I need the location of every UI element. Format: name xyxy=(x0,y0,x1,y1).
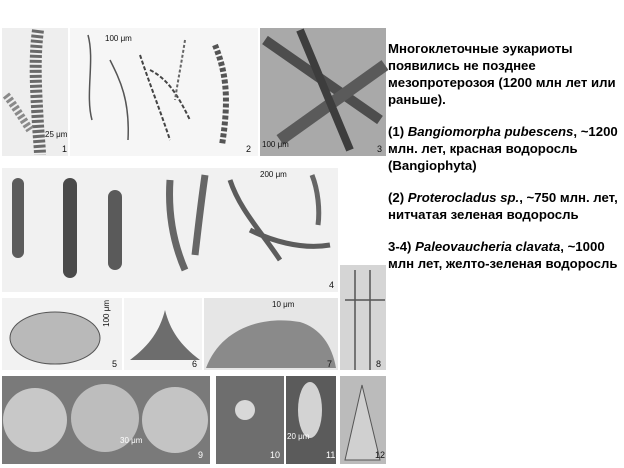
panel-number-4: 4 xyxy=(329,280,335,290)
panel-number-12: 12 xyxy=(375,450,386,460)
panel-number-5: 5 xyxy=(112,359,118,369)
caption-item-1: (1) Bangiomorpha pubescens, ~1200 млн. лет, красная водоросль (Bangiophyta) xyxy=(388,124,618,173)
scale-bar-label-11: 20 μm xyxy=(287,432,310,441)
scale-bar-label-5: 100 μm xyxy=(102,300,111,327)
panel-2 xyxy=(70,28,258,156)
panel-number-10: 10 xyxy=(270,450,281,460)
scale-bar-label-4: 200 μm xyxy=(260,170,287,179)
panel-number-9: 9 xyxy=(198,450,204,460)
caption-intro: Многоклеточные эукариоты появились не позднее мезопротерозоя (1200 млн лет или раньше). xyxy=(388,41,616,107)
scale-bar-label-3: 100 μm xyxy=(262,140,289,149)
panel-number-7: 7 xyxy=(327,359,333,369)
panel-number-1: 1 xyxy=(62,144,68,154)
scale-bar-label-7: 10 μm xyxy=(272,300,295,309)
scale-bar-label-2: 100 μm xyxy=(105,34,132,43)
panel-number-11: 11 xyxy=(326,450,336,460)
panel-number-6: 6 xyxy=(192,359,198,369)
scale-bar-label-1: 25 μm xyxy=(45,130,68,139)
panel-number-8: 8 xyxy=(376,359,382,369)
panel-8 xyxy=(340,265,386,370)
scale-bar-label-9: 30 μm xyxy=(120,436,143,445)
panel-number-2: 2 xyxy=(246,144,252,154)
caption-item-2: (2) Proterocladus sp., ~750 млн. лет, нитчатая зеленая водоросль xyxy=(388,190,618,222)
species-name-1: Bangiomorpha pubescens xyxy=(407,124,574,139)
species-name-2: Proterocladus sp. xyxy=(407,190,520,205)
species-name-3: Paleovaucheria clavata xyxy=(415,239,561,254)
caption-text xyxy=(388,40,620,287)
panel-number-3: 3 xyxy=(377,144,383,154)
caption-item-3: 3-4) Paleovaucheria clavata, ~1000 млн лет, желто-зеленая водоросль xyxy=(388,239,618,271)
